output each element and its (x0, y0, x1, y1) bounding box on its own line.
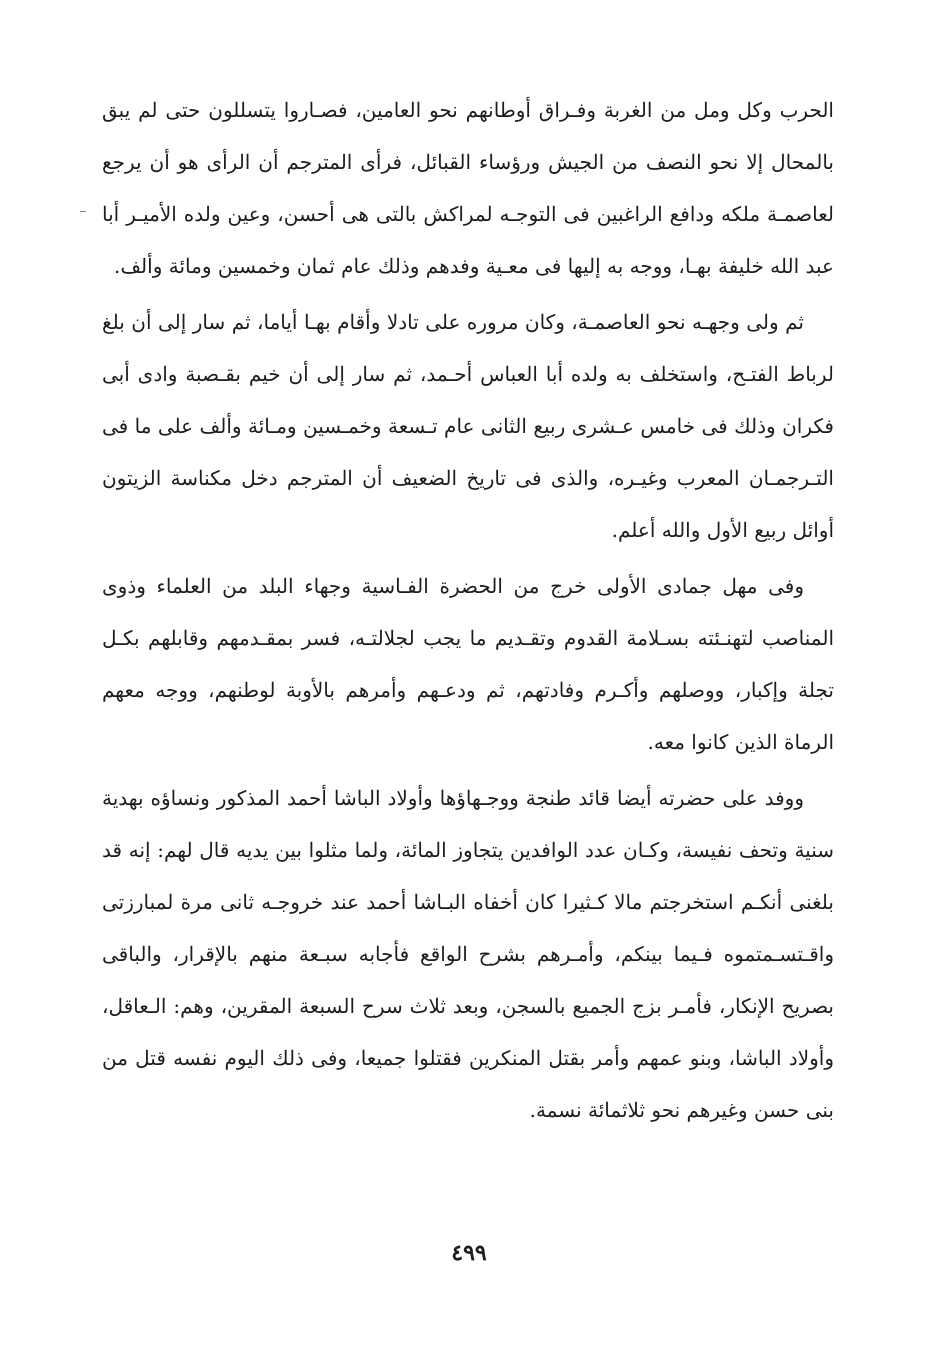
page-number: ٤٩٩ (451, 1240, 487, 1266)
body-text (102, 84, 834, 1136)
paragraph-2: ثم ولى وجهـه نحو العاصمـة، وكان مروره على تادلا وأقام بهـا أياما، ثم سار إلى أن بلغ لرباط الفتـح، واستخلف به ولده أبا العباس أحـمد، ثم سار إلى أن خيم بقـصبة وادى أبى فكران وذلك فى خامس عـشرى ربيع الثانى عام تـسعة وخمـسين ومـائة وألف على ما فى التـرجمـان المعرب وغيـره، والذى فى تاريخ الضعيف أن المترجم دخل مكناسة الزيتون أوائل ربيع الأول والله أعلم. (102, 310, 834, 542)
paragraph-4: ووفد على حضرته أيضا قائد طنجة ووجـهاؤها وأولاد الباشا أحمد المذكور ونساؤه بهدية سنية وتحف نفيسة، وكـان عدد الوافدين يتجاوز المائة، ولما مثلوا بين يديه قال لهم: إنه قد بلغنى أنكـم استخرجتم مالا كـثيرا كان أخفاه البـاشا أحمد عند خروجـه ثانى مرة لمبارزتى واقـتسـمتموه فـيما بينكم، وأمـرهم بشرح الواقع فأجابه سبـعة منهم بالإقرار، والباقى بصريح الإنكار، فأمـر بزج الجميع بالسجن، وبعد ثلاث سرح السبعة المقرين، وهم: الـعاقل، وأولاد الباشا، وبنو عمهم وأمر بقتل المنكرين فقتلوا جميعا، وفى ذلك اليوم نفسه قتل من بنى حسن وغيرهم نحو ثلاثمائة نسمة. (102, 786, 835, 1122)
paragraph-3: وفى مهل جمادى الأولى خرج من الحضرة الفـاسية وجهاء البلد من العلماء وذوى المناصب لتهنـئته بسـلامة القدوم وتقـديم ما يجب لجلالتـه، فسر بمقـدمهم وقابلهم بكـل تجلة وإكبار، ووصلهم وأكـرم وفادتهم، ثم ودعـهم وأمرهم بالأوبة لوطنهم، ووجه معهم الرماة الذين كانوا معه. (102, 574, 834, 754)
margin-mark (80, 211, 86, 212)
paragraph-1: الحرب وكل ومل من الغربة وفـراق أوطانهم نحو العامين، فصـاروا يتسللون حتى لم يبق بالمحال إلا نحو النصف من الجيش ورؤساء القبائل، فرأى المترجم أن الرأى هو أن يرجع لعاصمـة ملكه ودافع الراغبين فى التوجـه لمراكش بالتى هى أحسن، وعين ولده الأميـر أبا عبد الله خليفة بهـا، ووجه به إليها فى معـية وفدهم وذلك عام ثمان وخمسين ومائة وألف. (102, 98, 834, 278)
